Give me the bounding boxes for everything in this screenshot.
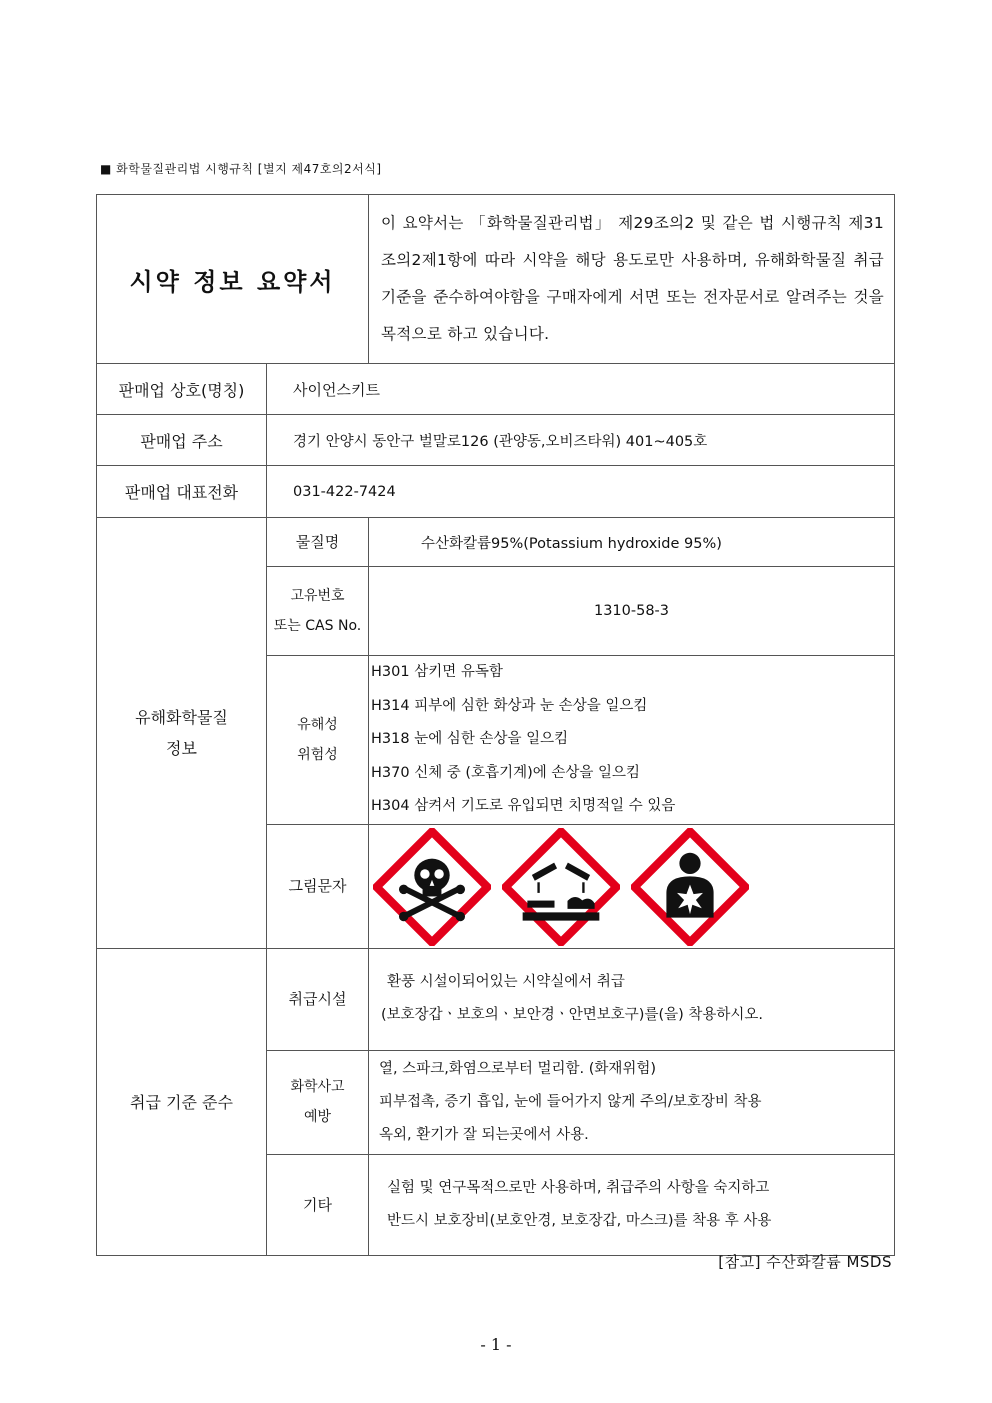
hazard-statement: H318 눈에 심한 손상을 일으킴 — [371, 731, 569, 747]
health-hazard-icon — [631, 828, 749, 946]
hazard-statement: H304 삼켜서 기도로 유입되면 치명적일 수 있음 — [371, 798, 676, 814]
corrosion-icon — [502, 828, 620, 946]
other-line: 실험 및 연구목적으로만 사용하며, 취급주의 사항을 숙지하고 — [387, 1179, 770, 1196]
reference-note: [참고] 수산화칼륨 MSDS — [718, 1253, 892, 1271]
seller-phone-label: 판매업 대표전화 — [97, 466, 267, 518]
hazard-statement: H301 삼키면 유독함 — [371, 664, 503, 680]
hazard-statement: H314 피부에 심한 화상과 눈 손상을 일으킴 — [371, 697, 648, 714]
facility-text — [369, 948, 895, 1050]
facility-line: 환풍 시설이되어있는 시약실에서 취급 — [387, 974, 625, 990]
hazard-statement: H370 신체 중 (호흡기계)에 손상을 일으킴 — [371, 764, 641, 781]
risk-label — [267, 656, 369, 825]
hazard-section-label — [97, 518, 267, 949]
prevention-line: 피부접촉, 증기 흡입, 눈에 들어가지 않게 주의/보호장비 착용 — [379, 1093, 762, 1110]
cas-label-line1: 고유번호 — [290, 588, 345, 604]
other-line: 반드시 보호장비(보호안경, 보호장갑, 마스크)를 착용 후 사용 — [387, 1212, 772, 1229]
hazard-section-label-line1: 유해화학물질 — [135, 707, 228, 727]
other-text — [369, 1154, 895, 1255]
hazard-statements — [369, 656, 895, 825]
other-label: 기타 — [267, 1154, 369, 1255]
pictogram-row — [369, 824, 895, 948]
cas-label-line2: 또는 CAS No. — [273, 618, 362, 634]
info-summary-table — [96, 194, 895, 1256]
substance-label: 물질명 — [267, 518, 369, 567]
prevention-label-line2: 예방 — [303, 1109, 332, 1125]
cas-label — [267, 567, 369, 656]
seller-name-label: 판매업 상호(명칭) — [97, 364, 267, 415]
handling-section-label: 취급 기준 준수 — [97, 948, 267, 1255]
prevention-label-line1: 화학사고 — [290, 1079, 345, 1095]
facility-line: (보호장갑ㆍ보호의ㆍ보안경ㆍ안면보호구)를(을) 착용하시오. — [381, 1007, 764, 1023]
document-title: 시약 정보 요약서 — [97, 195, 369, 364]
prevention-text — [369, 1050, 895, 1154]
seller-name-value: 사이언스키트 — [267, 364, 895, 415]
seller-phone-value: 031-422-7424 — [267, 466, 895, 518]
seller-address-label: 판매업 주소 — [97, 415, 267, 466]
cas-value: 1310-58-3 — [369, 567, 895, 656]
intro-text: 이 요약서는 「화학물질관리법」 제29조의2 및 같은 법 시행규칙 제31조의2제1항에 따라 시약을 해당 용도로만 사용하며, 유해화학물질 취급 기준을 준수하여야함을 구매자에게 서면 또는 전자문서로 알려주는 것을 목적으로 하고 있습니다. — [369, 195, 895, 364]
page-number: - 1 - — [480, 1335, 512, 1354]
prevention-line: 옥외, 환기가 잘 되는곳에서 사용. — [379, 1126, 589, 1143]
prevention-line: 열, 스파크,화염으로부터 멀리함. (화재위험) — [379, 1060, 657, 1077]
prevention-label — [267, 1050, 369, 1154]
form-label: ■ 화학물질관리법 시행규칙 [별지 제47호의2서식] — [100, 162, 382, 176]
substance-value: 수산화칼륨95%(Potassium hydroxide 95%) — [369, 518, 895, 567]
pictogram-label: 그림문자 — [267, 824, 369, 948]
facility-label: 취급시설 — [267, 948, 369, 1050]
risk-label-line1: 유해성 — [297, 716, 338, 733]
hazard-section-label-line2: 정보 — [166, 738, 197, 758]
risk-label-line2: 위험성 — [297, 746, 338, 763]
skull-crossbones-icon — [373, 828, 491, 946]
seller-address-value: 경기 안양시 동안구 벌말로126 (관양동,오비즈타워) 401~405호 — [267, 415, 895, 466]
